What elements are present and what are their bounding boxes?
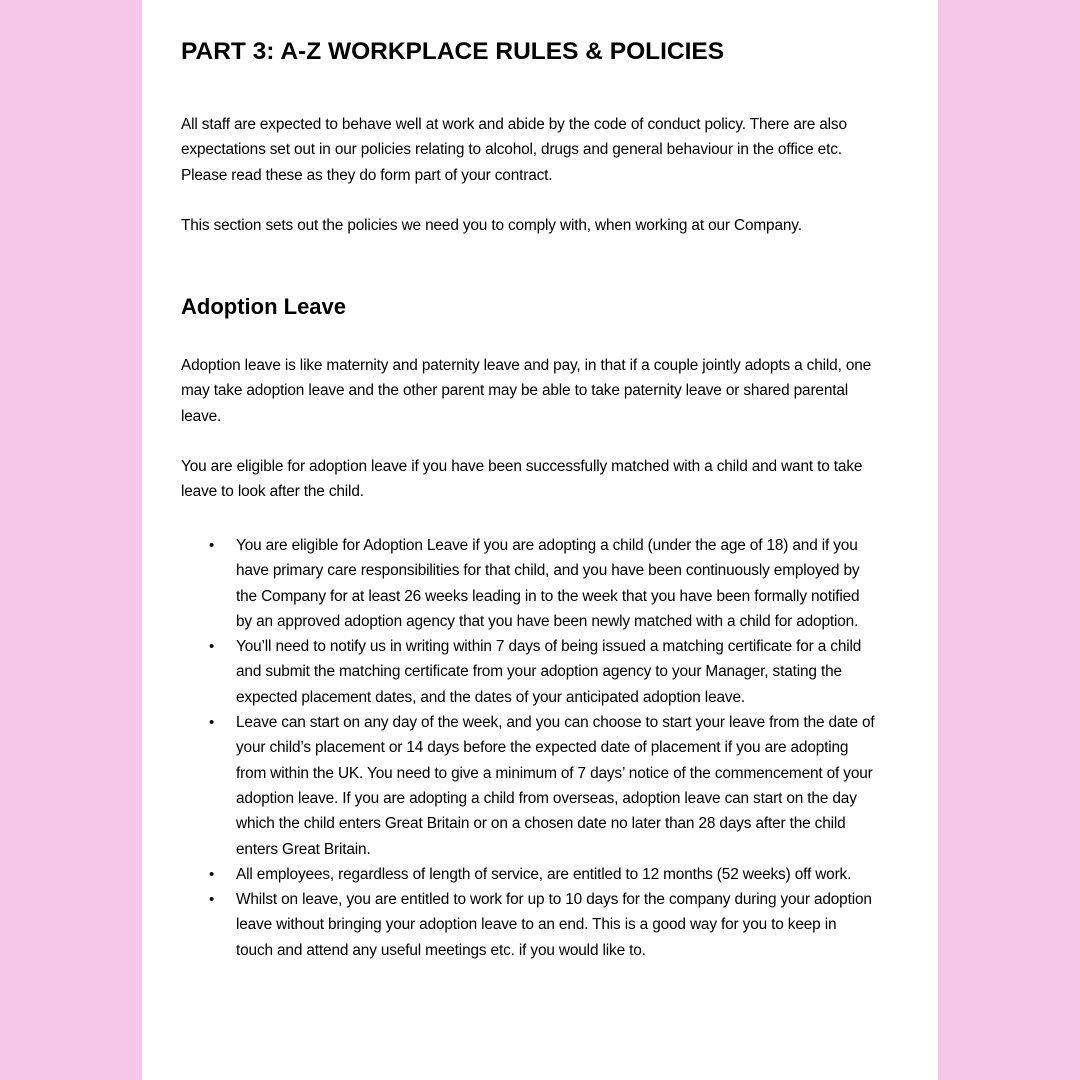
bullet-text: All employees, regardless of length of service, are entitled to 12 months (52 weeks) off work. [236, 865, 852, 883]
list-item [181, 710, 876, 862]
bullet-text: Whilst on leave, you are entitled to work for up to 10 days for the company during your adoption leave without bringing your adoption leave to an end. This is a good way for you to keep in touch and attend any useful meetings etc. if you would like to. [236, 891, 872, 959]
adoption-paragraph-overview: Adoption leave is like maternity and paternity leave and pay, in that if a couple jointly adopts a child, one may take adoption leave and the other parent may be able to take paternity leave or shared parental leave. [181, 357, 872, 425]
bullet-icon: • [209, 537, 215, 554]
list-item [181, 887, 876, 963]
bullet-icon: • [209, 638, 215, 656]
intro-paragraph-conduct: All staff are expected to behave well at work and abide by the code of conduct policy. There are also expectations set out in our policies relating to alcohol, drugs and general behaviour in the office etc. Please read these as they do form part of your contract. [181, 116, 847, 184]
document-page [142, 0, 938, 1080]
list-item [181, 634, 876, 710]
bullet-icon: • [209, 714, 215, 732]
bullet-icon: • [209, 891, 215, 909]
adoption-paragraph-eligibility: You are eligible for adoption leave if you have been successfully matched with a child and want to take leave to look after the child. [181, 458, 863, 501]
adoption-bullet-list [181, 533, 881, 963]
part-title: PART 3: A-Z WORKPLACE RULES & POLICIES [181, 38, 725, 65]
intro-paragraph-section: This section sets out the policies we need you to comply with, when working at our Company. [181, 217, 802, 234]
list-item [181, 533, 876, 634]
bullet-icon: • [209, 865, 215, 883]
bullet-text: You’ll need to notify us in writing within 7 days of being issued a matching certificate for a child and submit the matching certificate from your adoption agency to your Manager, stating the expected placement dates, and the dates of your anticipated adoption leave. [236, 638, 862, 706]
bullet-text: Leave can start on any day of the week, and you can choose to start your leave from the date of your child’s placement or 14 days before the expected date of placement if you are adopting from within the UK. You need to give a minimum of 7 days’ notice of the commencement of your adoption leave. If you are adopting a child from overseas, adoption leave can start on the day which the child enters Great Britain or on a chosen date no later than 28 days after the child enters Great Britain. [236, 714, 875, 858]
section-title-adoption-leave: Adoption Leave [181, 294, 347, 319]
list-item [181, 862, 876, 887]
bullet-text: You are eligible for Adoption Leave if you are adopting a child (under the age of 18) and if you have primary care responsibilities for that child, and you have been continuously employed by the Company for at least 26 weeks leading in to the week that you have been formally notified by an approved adoption agency that you have been newly matched with a child for adoption. [236, 537, 860, 630]
